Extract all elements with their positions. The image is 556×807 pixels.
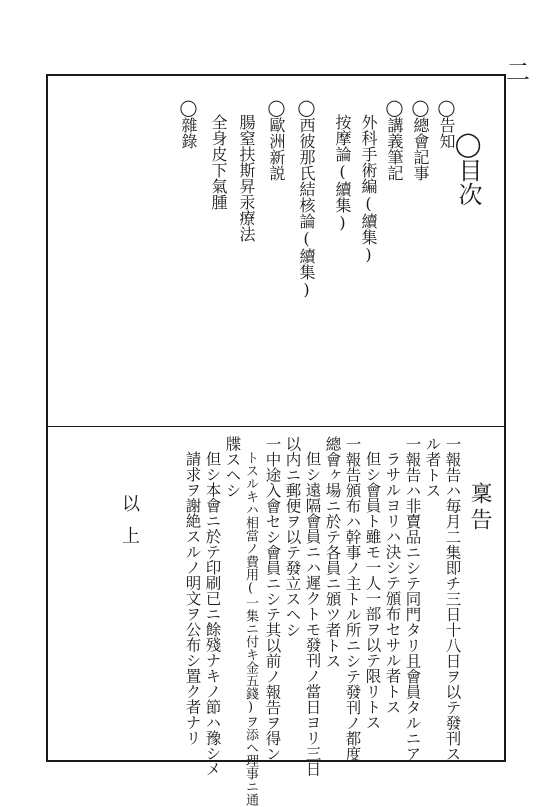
- toc-entry: ◯雜錄: [179, 98, 198, 149]
- notice-line: 總會ヶ場ニ於テ各員ニ頒ツ者トス: [323, 436, 342, 669]
- toc-entry: 腸窒扶斯昇汞療法: [237, 98, 256, 242]
- toc-entry: 按摩論(續集): [333, 98, 352, 232]
- toc-entry: ◯總會記事: [411, 98, 430, 181]
- notice-line: 一報告頒布ハ幹事ノ主トル所ニシテ發刊ノ都度: [343, 436, 362, 762]
- notice-line: 請求ヲ謝絶スルノ明文ヲ公布シ置ク者ナリ: [183, 451, 202, 746]
- page-frame: [46, 74, 506, 806]
- notice-title: 稟告: [467, 482, 492, 534]
- notice-line: 一報告ハ非賣品ニシテ同門タリ且會員タルニア: [403, 436, 422, 762]
- notice-line: ラサルヨリハ決シテ頒布セサル者トス: [383, 451, 402, 715]
- toc-entry: 外科手術編(續集): [359, 98, 378, 264]
- toc-title: ◯目次: [454, 130, 482, 206]
- notice-line: 一中途入會セシ會員ニシテ其以前ノ報告ヲ得ン: [263, 436, 282, 762]
- toc-entry: ◯西彼那氏結核論(續集): [297, 98, 316, 299]
- toc-entry: ◯歐洲新説: [267, 98, 286, 181]
- notice-line: 一報告ハ毎月二集即チ三日十八日ヲ以テ發刊ス: [443, 436, 462, 762]
- notice-line: 但シ本會ニ於テ印刷已ニ餘殘ナキノ節ハ豫シメ: [203, 451, 222, 777]
- notice-line: 但シ遠隔會員ニハ遲クトモ發刊ノ當日ヨリ三日: [303, 451, 322, 777]
- page-number: 二: [506, 58, 530, 86]
- notice-line: 牒スヘシ: [223, 436, 242, 498]
- notice-line: ル者トス: [423, 436, 442, 498]
- toc-entry: 全身皮下氣腫: [209, 98, 228, 210]
- section-divider: [48, 426, 504, 427]
- notice-line: 以内ニ郵便ヲ以テ發立スヘシ: [283, 436, 302, 638]
- toc-entry: ◯告知: [437, 98, 456, 149]
- toc-entry: ◯講義筆記: [385, 98, 404, 181]
- notice-line: トスルキハ相當ノ費用(一集ニ付キ金五錢)ヲ添ヘ理事ニ通: [243, 451, 258, 806]
- notice-line: 但シ會員ト雖モ一人一部ヲ以テ限リトス: [363, 451, 382, 730]
- notice-closing: 以上: [119, 494, 140, 558]
